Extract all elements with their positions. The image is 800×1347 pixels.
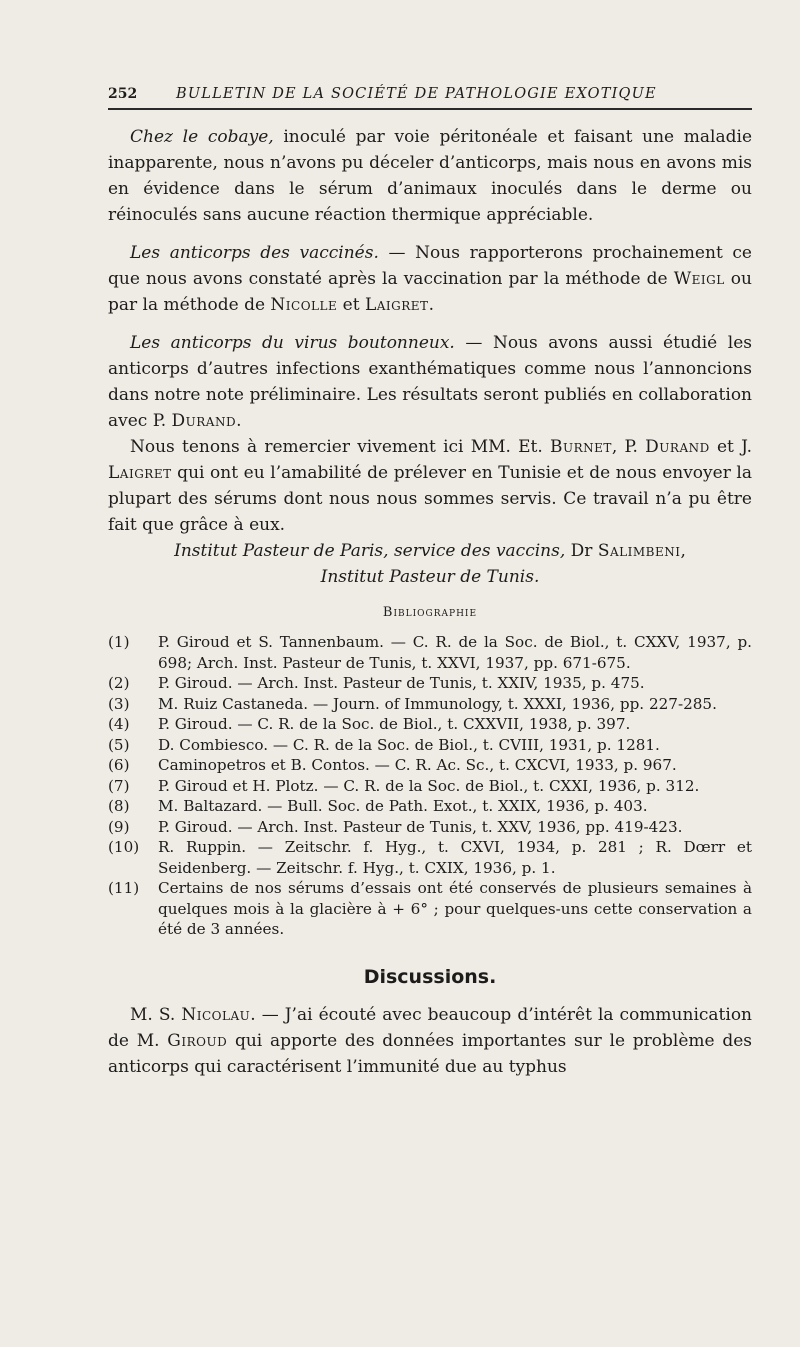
bibliography-text: M. Baltazard. — Bull. Soc. de Path. Exot., t. XXIX, 1936, p. 403. — [158, 797, 648, 815]
paragraph-text: . — [428, 295, 434, 315]
bibliography-entry — [108, 673, 752, 694]
paragraph-boutonneux — [108, 330, 752, 434]
bibliography-list — [108, 632, 752, 940]
bibliography-number: (10) — [108, 838, 140, 856]
bibliography-entry — [108, 796, 752, 817]
paragraph-text: M. S. — [130, 1004, 182, 1025]
bibliography-heading: Bibliographie — [382, 605, 478, 620]
bibliography-text: P. Giroud et H. Plotz. — C. R. de la Soc. de Biol., t. CXXI, 1936, p. 312. — [158, 776, 700, 795]
bibliography-text: R. Ruppin. — Zeitschr. f. Hyg., t. CXVI, 1934, p. 281 ; R. Dœrr et Seidenberg. — Zeitschr. f. Hyg., t. CXIX, 1936, p. 1. — [158, 838, 752, 877]
paragraph-vaccines — [108, 240, 752, 318]
bibliography-text: P. Giroud. — Arch. Inst. Pasteur de Tunis, t. XXV, 1936, pp. 419-423. — [158, 817, 683, 836]
bibliography-number: (6) — [108, 756, 130, 774]
bibliography-number: (5) — [108, 735, 130, 754]
bibliography-text: P. Giroud. — C. R. de la Soc. de Biol., t. CXXVII, 1938, p. 397. — [158, 715, 631, 733]
paragraph-text: — Nous avons aussi étudié les anticorps d’autres infections exanthématiques comme nous l’annoncions dans notre note préliminaire. Les résultats seront publiés en collaboration avec P. — [108, 333, 753, 431]
bibliography-number: (11) — [108, 879, 140, 897]
main-text — [108, 124, 752, 1080]
paragraph-text: inoculé par voie péritonéale et faisant une maladie inapparente, nous n’avons pu déceler d’anticorps, mais nous en avons mis en évidence dans le sérum d’animaux inoculés dans le derme ou réinoculés sans aucune réaction thermique appréciable. — [108, 127, 753, 225]
running-title: BULLETIN DE LA SOCIÉTÉ DE PATHOLOGIE EXOTIQUE — [176, 86, 657, 102]
bibliography-text: Caminopetros et B. Contos. — C. R. Ac. Sc., t. CXCVI, 1933, p. 967. — [158, 756, 677, 774]
discussions-heading: Discussions. — [363, 965, 497, 988]
author-name: Laigret — [108, 463, 172, 483]
bibliography-entry — [108, 776, 752, 797]
running-header — [108, 84, 752, 110]
paragraph-thanks — [108, 434, 752, 538]
paragraph-discussion — [108, 1002, 752, 1080]
title-abbrev: Dr — [565, 541, 598, 561]
author-name: Burnet — [550, 437, 612, 457]
punctuation: , — [680, 541, 686, 561]
paragraph-text: qui apporte des données importantes sur le problème des anticorps qui caractérisent l’immunité due au typhus — [108, 1030, 753, 1077]
author-name: Nicolau — [181, 1004, 251, 1025]
bibliography-entry — [108, 817, 752, 838]
paragraph-text: , P. — [611, 437, 646, 457]
bibliography-entry — [108, 837, 752, 878]
institution-line-1 — [108, 538, 752, 564]
paragraph-text: et — [337, 295, 365, 315]
bibliography-entry — [108, 878, 752, 940]
bibliography-text: M. Ruiz Castaneda. — Journ. of Immunology, t. XXXI, 1936, pp. 227-285. — [158, 694, 717, 713]
institution-line-2: Institut Pasteur de Tunis. — [320, 567, 540, 587]
paragraph-text: — Nous rapporterons prochainement ce que nous avons constaté après la vaccination par la méthode de — [108, 243, 752, 289]
bibliography-entry — [108, 632, 752, 673]
paragraph-text: . — J’ai écouté avec beaucoup d’intérêt la communication de M. — [108, 1004, 752, 1051]
author-name: Durand — [171, 411, 237, 431]
bibliography-text: D. Combiesco. — C. R. de la Soc. de Biol., t. CVIII, 1931, p. 1281. — [158, 735, 660, 754]
author-name: Weigl — [673, 269, 725, 289]
bibliography-text: P. Giroud et S. Tannenbaum. — C. R. de la Soc. de Biol., t. CXXV, 1937, p. 698; Arch. Inst. Pasteur de Tunis, t. XXVI, 1937, pp. 671-675. — [158, 633, 752, 672]
author-name: Laigret — [364, 295, 429, 315]
bibliography-entry — [108, 735, 752, 756]
page-number: 252 — [108, 86, 138, 102]
author-name: Nicolle — [270, 295, 338, 315]
paragraph-cobaye — [108, 124, 752, 228]
author-name: Durand — [645, 437, 710, 457]
bibliography-number: (8) — [108, 797, 130, 815]
paragraph-text: et J. — [709, 437, 752, 457]
bibliography-number: (2) — [108, 674, 130, 692]
paragraph-text: qui ont eu l’amabilité de prélever en Tunisie et de nous envoyer la plupart des sérums dont nous nous sommes servis. Ce travail n’a pu être fait que grâce à eux. — [108, 463, 752, 535]
paragraph-lead: Les anticorps du virus boutonneux. — [130, 333, 455, 353]
bibliography-entry — [108, 694, 752, 715]
author-name: Salimbeni — [597, 541, 681, 561]
paragraph-text: ou par la méthode de — [108, 269, 752, 315]
bibliography-number: (9) — [108, 817, 130, 836]
bibliography-number: (1) — [108, 633, 130, 651]
bibliography-entry — [108, 714, 752, 735]
institution-text: Institut Pasteur de Paris, service des vaccins, — [174, 541, 566, 561]
bibliography-text: Certains de nos sérums d’essais ont été conservés de plusieurs semaines à quelques mois à la glacière à + 6° ; pour quelques-uns cette conservation a été de 3 années. — [158, 879, 752, 938]
bibliography-number: (3) — [108, 694, 130, 713]
bibliography-entry — [108, 755, 752, 776]
author-name: Giroud — [167, 1030, 228, 1051]
paragraph-text: Nous tenons à remercier vivement ici MM. Et. — [130, 437, 551, 457]
paragraph-text: . — [236, 411, 242, 431]
paragraph-lead: Chez le cobaye, — [130, 127, 274, 147]
bibliography-text: P. Giroud. — Arch. Inst. Pasteur de Tunis, t. XXIV, 1935, p. 475. — [158, 674, 645, 692]
bibliography-number: (7) — [108, 776, 130, 795]
paragraph-lead: Les anticorps des vaccinés. — [130, 243, 379, 263]
bibliography-number: (4) — [108, 715, 130, 733]
